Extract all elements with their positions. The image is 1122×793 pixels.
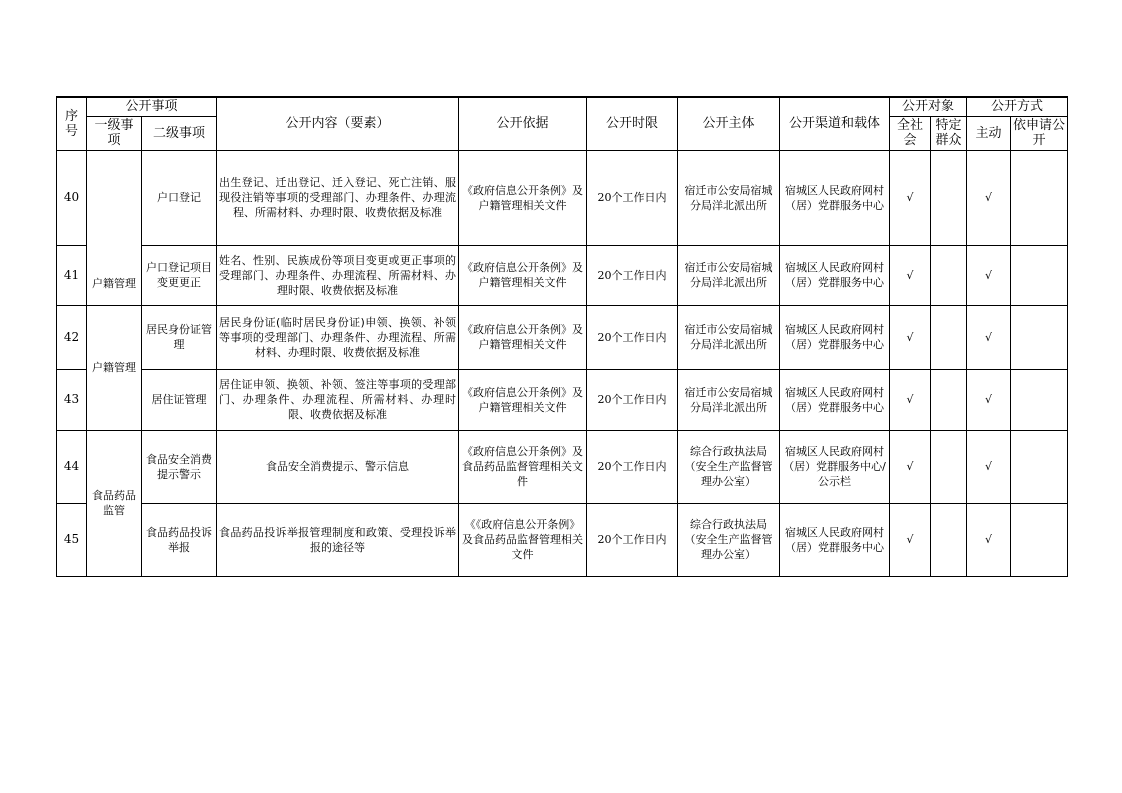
header-subject: 公开主体	[678, 97, 780, 150]
content-cell: 出生登记、迁出登记、迁入登记、死亡注销、服现役注销等事项的受理部门、办理条件、办理流程、所需材料、办理时限、收费依据及标准	[217, 150, 459, 245]
header-level1: 一级事项	[87, 116, 142, 150]
level2-cell: 户口登记	[142, 150, 217, 245]
content-cell: 居住证申领、换领、补领、签注等事项的受理部门、办理条件、办理流程、所需材料、办理时限、收费依据及标准	[217, 369, 459, 430]
channel-cell: 宿城区人民政府网村（居）党群服务中心	[780, 150, 890, 245]
header-method-group: 公开方式	[967, 97, 1068, 116]
target-specific-check	[931, 430, 967, 503]
target-all-check: √	[890, 305, 931, 369]
time-limit-cell: 20个工作日内	[587, 305, 678, 369]
table-row	[57, 369, 1068, 430]
subject-cell: 宿迁市公安局宿城分局洋北派出所	[678, 150, 780, 245]
method-active-check: √	[967, 369, 1011, 430]
time-limit-cell: 20个工作日内	[587, 369, 678, 430]
header-channel: 公开渠道和载体	[780, 97, 890, 150]
method-request-check	[1011, 150, 1068, 245]
subject-cell: 宿迁市公安局宿城分局洋北派出所	[678, 305, 780, 369]
target-specific-check	[931, 369, 967, 430]
method-active-check: √	[967, 503, 1011, 576]
target-all-check: √	[890, 245, 931, 305]
method-active-check: √	[967, 245, 1011, 305]
level2-cell: 食品安全消费提示警示	[142, 430, 217, 503]
header-level2: 二级事项	[142, 116, 217, 150]
target-specific-check	[931, 245, 967, 305]
time-limit-cell: 20个工作日内	[587, 245, 678, 305]
method-active-check: √	[967, 305, 1011, 369]
method-request-check	[1011, 245, 1068, 305]
header-content: 公开内容（要素）	[217, 97, 459, 150]
row-number: 40	[57, 150, 87, 245]
level1-cell: 户籍管理	[87, 305, 142, 430]
time-limit-cell: 20个工作日内	[587, 430, 678, 503]
level2-cell: 居民身份证管理	[142, 305, 217, 369]
level2-cell: 食品药品投诉举报	[142, 503, 217, 576]
basis-cell: 《政府信息公开条例》及户籍管理相关文件	[459, 245, 587, 305]
basis-cell: 《政府信息公开条例》及户籍管理相关文件	[459, 305, 587, 369]
row-number: 44	[57, 430, 87, 503]
subject-cell: 综合行政执法局（安全生产监督管理办公室）	[678, 503, 780, 576]
level1-cell: 户籍管理	[87, 150, 142, 305]
table-row	[57, 245, 1068, 305]
table-row	[57, 503, 1068, 576]
row-number: 43	[57, 369, 87, 430]
table-row	[57, 150, 1068, 245]
channel-cell: 宿城区人民政府网村（居）党群服务中心	[780, 245, 890, 305]
content-cell: 食品药品投诉举报管理制度和政策、受理投诉举报的途径等	[217, 503, 459, 576]
time-limit-cell: 20个工作日内	[587, 150, 678, 245]
method-request-check	[1011, 305, 1068, 369]
target-specific-check	[931, 503, 967, 576]
method-active-check: √	[967, 430, 1011, 503]
level2-cell: 居住证管理	[142, 369, 217, 430]
header-seq: 序号	[57, 97, 87, 150]
header-target-group: 公开对象	[890, 97, 967, 116]
level2-cell: 户口登记项目变更更正	[142, 245, 217, 305]
header-basis: 公开依据	[459, 97, 587, 150]
basis-cell: 《政府信息公开条例》及食品药品监督管理相关文件	[459, 430, 587, 503]
method-active-check: √	[967, 150, 1011, 245]
header-target-all: 全社会	[890, 116, 931, 150]
content-cell: 姓名、性别、民族成份等项目变更或更正事项的受理部门、办理条件、办理流程、所需材料、办理时限、收费依据及标准	[217, 245, 459, 305]
target-all-check: √	[890, 503, 931, 576]
basis-cell: 《政府信息公开条例》及户籍管理相关文件	[459, 150, 587, 245]
header-time-limit: 公开时限	[587, 97, 678, 150]
content-cell: 食品安全消费提示、警示信息	[217, 430, 459, 503]
basis-cell: 《政府信息公开条例》及户籍管理相关文件	[459, 369, 587, 430]
level1-cell: 食品药品监管	[87, 430, 142, 576]
disclosure-table	[56, 96, 1068, 577]
target-all-check: √	[890, 430, 931, 503]
header-target-specific: 特定群众	[931, 116, 967, 150]
method-request-check	[1011, 503, 1068, 576]
subject-cell: 综合行政执法局（安全生产监督管理办公室）	[678, 430, 780, 503]
row-number: 41	[57, 245, 87, 305]
channel-cell: 宿城区人民政府网村（居）党群服务中心	[780, 369, 890, 430]
channel-cell: 宿城区人民政府网村（居）党群服务中心/公示栏	[780, 430, 890, 503]
target-specific-check	[931, 150, 967, 245]
row-number: 45	[57, 503, 87, 576]
method-request-check	[1011, 369, 1068, 430]
channel-cell: 宿城区人民政府网村（居）党群服务中心	[780, 305, 890, 369]
header-matter-group: 公开事项	[87, 97, 217, 116]
target-all-check: √	[890, 369, 931, 430]
table-row	[57, 305, 1068, 369]
content-cell: 居民身份证(临时居民身份证)申领、换领、补领等事项的受理部门、办理条件、办理流程、所需材料、办理时限、收费依据及标准	[217, 305, 459, 369]
header-method-active: 主动	[967, 116, 1011, 150]
subject-cell: 宿迁市公安局宿城分局洋北派出所	[678, 245, 780, 305]
basis-cell: 《《政府信息公开条例》及食品药品监督管理相关文件	[459, 503, 587, 576]
header-method-request: 依申请公开	[1011, 116, 1068, 150]
target-all-check: √	[890, 150, 931, 245]
row-number: 42	[57, 305, 87, 369]
subject-cell: 宿迁市公安局宿城分局洋北派出所	[678, 369, 780, 430]
table-row	[57, 430, 1068, 503]
time-limit-cell: 20个工作日内	[587, 503, 678, 576]
channel-cell: 宿城区人民政府网村（居）党群服务中心	[780, 503, 890, 576]
header-row-1	[57, 97, 1068, 116]
target-specific-check	[931, 305, 967, 369]
method-request-check	[1011, 430, 1068, 503]
